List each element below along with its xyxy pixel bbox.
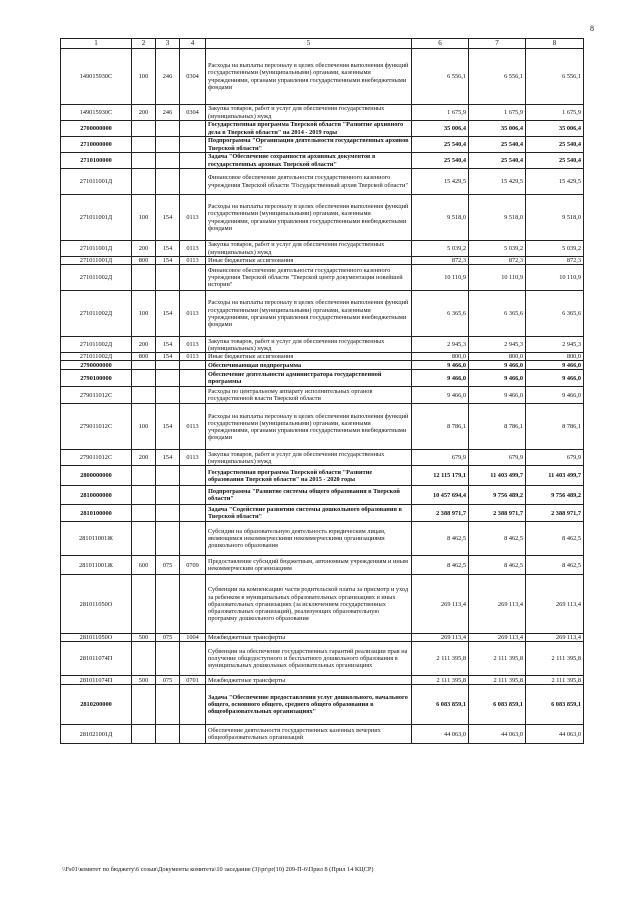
department-cell <box>156 725 180 744</box>
table-row <box>61 725 584 744</box>
section-cell <box>180 642 206 676</box>
description-cell: Расходы на выплаты персоналу в целях обеспечения выполнения функций государственными (муниципальными) органами, казенными учреждениями, органами управления государственными внебюджетными фондами <box>206 291 412 337</box>
amount-col7-cell: 8 786,1 <box>469 404 526 450</box>
department-cell <box>156 466 180 486</box>
amount-col8-cell: 9 466,0 <box>526 387 584 404</box>
header-cell: 6 <box>412 39 469 49</box>
section-cell: 1004 <box>180 634 206 642</box>
kcsr-code-cell: 279011012С <box>61 387 132 404</box>
kcsr-code-cell: 281011001Ж <box>61 522 132 556</box>
amount-col8-cell: 9 466,0 <box>526 370 584 387</box>
amount-col6-cell: 10 457 694,4 <box>412 486 469 505</box>
amount-col8-cell: 8 462,5 <box>526 522 584 556</box>
amount-col8-cell: 8 462,5 <box>526 556 584 575</box>
table-row <box>61 575 584 634</box>
amount-col7-cell: 25 540,4 <box>469 153 526 169</box>
amount-col6-cell: 6 365,6 <box>412 291 469 337</box>
department-cell <box>156 505 180 522</box>
description-cell: Закупка товаров, работ и услуг для обеспечения государственных (муниципальных) нужд <box>206 105 412 121</box>
amount-col8-cell: 11 403 499,7 <box>526 466 584 486</box>
amount-col8-cell: 2 945,3 <box>526 337 584 353</box>
department-cell <box>156 575 180 634</box>
expense-type-cell <box>132 121 156 137</box>
description-cell: Расходы на выплаты персоналу в целях обеспечения выполнения функций государственными (муниципальными) органами, казенными учреждениями, органами управления государственными внебюджетными фондами <box>206 195 412 241</box>
amount-col6-cell: 679,9 <box>412 450 469 466</box>
expense-type-cell: 800 <box>132 257 156 265</box>
expense-type-cell: 100 <box>132 404 156 450</box>
table-row <box>61 466 584 486</box>
table-header-row <box>61 39 584 49</box>
description-cell: Межбюджетные трансферты <box>206 634 412 642</box>
kcsr-code-cell: 271011001Д <box>61 169 132 195</box>
amount-col7-cell: 872,3 <box>469 257 526 265</box>
section-cell: 0113 <box>180 450 206 466</box>
description-cell: Задача "Обеспечение предоставления услуг дошкольного, начального общего, основного общего, среднего общего образования в общеобразовательных организациях" <box>206 685 412 725</box>
amount-col6-cell: 9 466,0 <box>412 361 469 370</box>
expense-type-cell: 100 <box>132 291 156 337</box>
amount-col8-cell: 800,0 <box>526 353 584 361</box>
expense-type-cell <box>132 361 156 370</box>
table-row <box>61 642 584 676</box>
kcsr-code-cell: 2800000000 <box>61 466 132 486</box>
description-cell: Обеспечивающая подпрограмма <box>206 361 412 370</box>
department-cell <box>156 387 180 404</box>
amount-col7-cell: 35 006,4 <box>469 121 526 137</box>
amount-col6-cell: 10 110,9 <box>412 265 469 291</box>
section-cell <box>180 466 206 486</box>
table-row <box>61 169 584 195</box>
expense-type-cell: 100 <box>132 49 156 105</box>
description-cell: Финансовое обеспечение деятельности государственного казенного учреждения Тверской области "Тверской центр документации новейшей истории" <box>206 265 412 291</box>
amount-col6-cell: 269 113,4 <box>412 634 469 642</box>
section-cell <box>180 153 206 169</box>
table-row <box>61 241 584 257</box>
amount-col8-cell: 2 111 395,8 <box>526 676 584 685</box>
amount-col7-cell: 9 466,0 <box>469 387 526 404</box>
expense-type-cell <box>132 137 156 153</box>
amount-col7-cell: 2 111 395,8 <box>469 676 526 685</box>
table-row <box>61 49 584 105</box>
amount-col7-cell: 800,0 <box>469 353 526 361</box>
amount-col7-cell: 9 756 489,2 <box>469 486 526 505</box>
section-cell <box>180 361 206 370</box>
department-cell: 154 <box>156 195 180 241</box>
section-cell: 0113 <box>180 241 206 257</box>
expense-type-cell: 100 <box>132 195 156 241</box>
amount-col8-cell: 25 540,4 <box>526 153 584 169</box>
amount-col8-cell: 1 675,9 <box>526 105 584 121</box>
amount-col7-cell: 8 462,5 <box>469 522 526 556</box>
section-cell <box>180 370 206 387</box>
description-cell: Расходы на выплаты персоналу в целях обеспечения выполнения функций государственными (муниципальными) органами, казенными учреждениями, органами управления государственными внебюджетными фондами <box>206 49 412 105</box>
kcsr-code-cell: 279011012С <box>61 404 132 450</box>
expense-type-cell <box>132 522 156 556</box>
kcsr-code-cell: 279011012С <box>61 450 132 466</box>
table-row <box>61 137 584 153</box>
kcsr-code-cell: 271011002Д <box>61 265 132 291</box>
expense-type-cell: 500 <box>132 676 156 685</box>
section-cell <box>180 169 206 195</box>
amount-col7-cell: 5 039,2 <box>469 241 526 257</box>
amount-col6-cell: 25 540,4 <box>412 137 469 153</box>
description-cell: Государственная программа Тверской области "Развитие образования Тверской области" на 2015 - 2020 годы <box>206 466 412 486</box>
amount-col8-cell: 2 388 971,7 <box>526 505 584 522</box>
amount-col8-cell: 6 083 859,1 <box>526 685 584 725</box>
budget-table <box>60 38 584 744</box>
amount-col7-cell: 44 063,0 <box>469 725 526 744</box>
page-number: 8 <box>590 24 594 33</box>
department-cell: 075 <box>156 634 180 642</box>
amount-col8-cell: 6 365,6 <box>526 291 584 337</box>
table-row <box>61 353 584 361</box>
kcsr-code-cell: 271011001Д <box>61 241 132 257</box>
description-cell: Подпрограмма "Развитие системы общего образования в Тверской области" <box>206 486 412 505</box>
expense-type-cell <box>132 153 156 169</box>
department-cell: 075 <box>156 676 180 685</box>
amount-col6-cell: 6 083 859,1 <box>412 685 469 725</box>
amount-col8-cell: 9 518,0 <box>526 195 584 241</box>
amount-col6-cell: 35 006,4 <box>412 121 469 137</box>
expense-type-cell: 800 <box>132 353 156 361</box>
description-cell: Субвенции на компенсацию части родительской платы за присмотр и уход за ребенком в муниципальных образовательных организациях и иных образовательных организациях (за исключением государственных образовательных организаций), реализующих образовательную программу дошкольного образования <box>206 575 412 634</box>
amount-col7-cell: 2 945,3 <box>469 337 526 353</box>
department-cell: 154 <box>156 450 180 466</box>
section-cell: 0113 <box>180 291 206 337</box>
section-cell <box>180 575 206 634</box>
header-cell: 2 <box>132 39 156 49</box>
amount-col6-cell: 6 556,1 <box>412 49 469 105</box>
amount-col7-cell: 9 466,0 <box>469 361 526 370</box>
amount-col8-cell: 269 113,4 <box>526 634 584 642</box>
description-cell: Задача "Содействие развитию системы дошкольного образования в Тверской области" <box>206 505 412 522</box>
amount-col7-cell: 15 429,5 <box>469 169 526 195</box>
department-cell: 154 <box>156 404 180 450</box>
amount-col7-cell: 269 113,4 <box>469 634 526 642</box>
amount-col6-cell: 12 115 179,1 <box>412 466 469 486</box>
expense-type-cell <box>132 685 156 725</box>
department-cell <box>156 522 180 556</box>
department-cell: 154 <box>156 241 180 257</box>
description-cell: Закупка товаров, работ и услуг для обеспечения государственных (муниципальных) нужд <box>206 241 412 257</box>
description-cell: Иные бюджетные ассигнования <box>206 257 412 265</box>
table-row <box>61 685 584 725</box>
table-row <box>61 450 584 466</box>
section-cell: 0113 <box>180 404 206 450</box>
table-row <box>61 556 584 575</box>
department-cell: 246 <box>156 49 180 105</box>
table-row <box>61 121 584 137</box>
amount-col7-cell: 2 111 395,8 <box>469 642 526 676</box>
kcsr-code-cell: 2710100000 <box>61 153 132 169</box>
amount-col6-cell: 9 466,0 <box>412 387 469 404</box>
amount-col7-cell: 6 083 859,1 <box>469 685 526 725</box>
description-cell: Иные бюджетные ассигнования <box>206 353 412 361</box>
section-cell: 0113 <box>180 337 206 353</box>
section-cell <box>180 387 206 404</box>
table-row <box>61 486 584 505</box>
amount-col6-cell: 1 675,9 <box>412 105 469 121</box>
kcsr-code-cell: 271011002Д <box>61 337 132 353</box>
kcsr-code-cell: 2700000000 <box>61 121 132 137</box>
department-cell: 154 <box>156 337 180 353</box>
expense-type-cell: 200 <box>132 105 156 121</box>
expense-type-cell <box>132 466 156 486</box>
table-row <box>61 522 584 556</box>
amount-col8-cell: 15 429,5 <box>526 169 584 195</box>
amount-col6-cell: 9 466,0 <box>412 370 469 387</box>
table-row <box>61 153 584 169</box>
amount-col6-cell: 2 388 971,7 <box>412 505 469 522</box>
description-cell: Предоставление субсидий бюджетным, автономным учреждениям и иным некоммерческим организациям <box>206 556 412 575</box>
kcsr-code-cell: 2810000000 <box>61 486 132 505</box>
kcsr-code-cell: 2710000000 <box>61 137 132 153</box>
section-cell <box>180 486 206 505</box>
table-row <box>61 195 584 241</box>
amount-col6-cell: 8 786,1 <box>412 404 469 450</box>
table-row <box>61 105 584 121</box>
amount-col8-cell: 25 540,4 <box>526 137 584 153</box>
kcsr-code-cell: 2810100000 <box>61 505 132 522</box>
amount-col8-cell: 2 111 395,8 <box>526 642 584 676</box>
table-body <box>61 39 584 744</box>
amount-col8-cell: 9 756 489,2 <box>526 486 584 505</box>
department-cell: 154 <box>156 291 180 337</box>
section-cell: 0709 <box>180 556 206 575</box>
department-cell <box>156 121 180 137</box>
kcsr-code-cell: 281011001Ж <box>61 556 132 575</box>
expense-type-cell <box>132 265 156 291</box>
amount-col6-cell: 2 945,3 <box>412 337 469 353</box>
amount-col7-cell: 1 675,9 <box>469 105 526 121</box>
department-cell <box>156 642 180 676</box>
kcsr-code-cell: 281021001Д <box>61 725 132 744</box>
expense-type-cell <box>132 642 156 676</box>
table-row <box>61 257 584 265</box>
description-cell: Закупка товаров, работ и услуг для обеспечения государственных (муниципальных) нужд <box>206 337 412 353</box>
department-cell <box>156 486 180 505</box>
kcsr-code-cell: 271011001Д <box>61 257 132 265</box>
table-row <box>61 634 584 642</box>
description-cell: Расходы по центральному аппарату исполнительных органов государственной власти Тверской области <box>206 387 412 404</box>
department-cell <box>156 265 180 291</box>
section-cell <box>180 137 206 153</box>
kcsr-code-cell: 281011074П <box>61 642 132 676</box>
table-row <box>61 361 584 370</box>
department-cell <box>156 169 180 195</box>
department-cell <box>156 361 180 370</box>
table-row <box>61 387 584 404</box>
table-row <box>61 265 584 291</box>
amount-col8-cell: 44 063,0 <box>526 725 584 744</box>
description-cell: Обеспечение деятельности государственных казенных вечерних общеобразовательных организаций <box>206 725 412 744</box>
department-cell: 154 <box>156 353 180 361</box>
amount-col6-cell: 8 462,5 <box>412 522 469 556</box>
amount-col8-cell: 35 006,4 <box>526 121 584 137</box>
amount-col7-cell: 679,9 <box>469 450 526 466</box>
expense-type-cell <box>132 486 156 505</box>
section-cell: 0304 <box>180 105 206 121</box>
expense-type-cell <box>132 505 156 522</box>
amount-col6-cell: 269 113,4 <box>412 575 469 634</box>
section-cell <box>180 121 206 137</box>
amount-col7-cell: 6 556,1 <box>469 49 526 105</box>
table-row <box>61 291 584 337</box>
table-row <box>61 505 584 522</box>
kcsr-code-cell: 281011074П <box>61 676 132 685</box>
description-cell: Субвенции на обеспечение государственных гарантий реализации прав на получение общедоступного и бесплатного дошкольного образования в муниципальных дошкольных образовательных организациях <box>206 642 412 676</box>
expense-type-cell <box>132 169 156 195</box>
expense-type-cell: 600 <box>132 556 156 575</box>
department-cell: 246 <box>156 105 180 121</box>
expense-type-cell: 200 <box>132 337 156 353</box>
header-cell: 3 <box>156 39 180 49</box>
amount-col8-cell: 9 466,0 <box>526 361 584 370</box>
kcsr-code-cell: 281011050О <box>61 575 132 634</box>
header-cell: 5 <box>206 39 412 49</box>
section-cell <box>180 725 206 744</box>
expense-type-cell: 500 <box>132 634 156 642</box>
amount-col6-cell: 44 063,0 <box>412 725 469 744</box>
description-cell: Задача "Обеспечение сохранности архивных документов в государственных архивах Тверской области" <box>206 153 412 169</box>
expense-type-cell <box>132 725 156 744</box>
amount-col6-cell: 5 039,2 <box>412 241 469 257</box>
kcsr-code-cell: 2790000000 <box>61 361 132 370</box>
description-cell: Подпрограмма "Организация деятельности государственных архивов Тверской области" <box>206 137 412 153</box>
department-cell <box>156 153 180 169</box>
header-cell: 8 <box>526 39 584 49</box>
description-cell: Расходы на выплаты персоналу в целях обеспечения выполнения функций государственными (муниципальными) органами, казенными учреждениями, органами управления государственными внебюджетными фондами <box>206 404 412 450</box>
amount-col6-cell: 15 429,5 <box>412 169 469 195</box>
section-cell <box>180 505 206 522</box>
header-cell: 4 <box>180 39 206 49</box>
amount-col7-cell: 2 388 971,7 <box>469 505 526 522</box>
expense-type-cell: 200 <box>132 241 156 257</box>
kcsr-code-cell: 2790100000 <box>61 370 132 387</box>
amount-col6-cell: 2 111 395,8 <box>412 642 469 676</box>
kcsr-code-cell: 271011002Д <box>61 291 132 337</box>
kcsr-code-cell: 2810200000 <box>61 685 132 725</box>
amount-col8-cell: 269 113,4 <box>526 575 584 634</box>
amount-col7-cell: 11 403 499,7 <box>469 466 526 486</box>
amount-col6-cell: 2 111 395,8 <box>412 676 469 685</box>
department-cell <box>156 137 180 153</box>
header-cell: 1 <box>61 39 132 49</box>
amount-col8-cell: 679,9 <box>526 450 584 466</box>
amount-col7-cell: 9 466,0 <box>469 370 526 387</box>
amount-col7-cell: 269 113,4 <box>469 575 526 634</box>
expense-type-cell: 200 <box>132 450 156 466</box>
amount-col8-cell: 5 039,2 <box>526 241 584 257</box>
expense-type-cell <box>132 575 156 634</box>
department-cell: 075 <box>156 556 180 575</box>
amount-col6-cell: 8 462,5 <box>412 556 469 575</box>
amount-col6-cell: 9 518,0 <box>412 195 469 241</box>
description-cell: Государственная программа Тверской области "Развитие архивного дела в Тверской области" на 2014 - 2019 годы <box>206 121 412 137</box>
amount-col7-cell: 8 462,5 <box>469 556 526 575</box>
amount-col8-cell: 8 786,1 <box>526 404 584 450</box>
department-cell: 154 <box>156 257 180 265</box>
amount-col8-cell: 6 556,1 <box>526 49 584 105</box>
amount-col6-cell: 800,0 <box>412 353 469 361</box>
amount-col8-cell: 10 110,9 <box>526 265 584 291</box>
section-cell: 0701 <box>180 676 206 685</box>
department-cell <box>156 370 180 387</box>
description-cell: Финансовое обеспечение деятельности государственного казенного учреждения Тверской области "Государственный архив Тверской области" <box>206 169 412 195</box>
section-cell: 0113 <box>180 257 206 265</box>
kcsr-code-cell: 281011050О <box>61 634 132 642</box>
section-cell: 0304 <box>180 49 206 105</box>
description-cell: Обеспечение деятельности администратора государственной программы <box>206 370 412 387</box>
kcsr-code-cell: 149015930С <box>61 49 132 105</box>
amount-col7-cell: 9 518,0 <box>469 195 526 241</box>
description-cell: Закупка товаров, работ и услуг для обеспечения государственных (муниципальных) нужд <box>206 450 412 466</box>
table-row <box>61 676 584 685</box>
amount-col7-cell: 6 365,6 <box>469 291 526 337</box>
expense-type-cell <box>132 370 156 387</box>
table-row <box>61 337 584 353</box>
table-row <box>61 370 584 387</box>
table-row <box>61 404 584 450</box>
kcsr-code-cell: 149015930С <box>61 105 132 121</box>
header-cell: 7 <box>469 39 526 49</box>
section-cell: 0113 <box>180 353 206 361</box>
department-cell <box>156 685 180 725</box>
footer-file-path: \\Fs01\комитет по бюджету\6 созыв\Документы комитета\10 заседание (3)\pr\pr(10) 209-П-6\Прил 8 (Прил 14 КЦСР) <box>62 866 374 873</box>
description-cell: Межбюджетные трансферты <box>206 676 412 685</box>
amount-col6-cell: 25 540,4 <box>412 153 469 169</box>
section-cell <box>180 685 206 725</box>
kcsr-code-cell: 271011002Д <box>61 353 132 361</box>
section-cell <box>180 265 206 291</box>
amount-col7-cell: 10 110,9 <box>469 265 526 291</box>
description-cell: Субсидии на образовательную деятельность юридическим лицам, являющимся некоммерческими некоммерческими организациями дошкольного образования <box>206 522 412 556</box>
amount-col6-cell: 872,3 <box>412 257 469 265</box>
amount-col8-cell: 872,3 <box>526 257 584 265</box>
kcsr-code-cell: 271011001Д <box>61 195 132 241</box>
section-cell: 0113 <box>180 195 206 241</box>
section-cell <box>180 522 206 556</box>
amount-col7-cell: 25 540,4 <box>469 137 526 153</box>
expense-type-cell <box>132 387 156 404</box>
